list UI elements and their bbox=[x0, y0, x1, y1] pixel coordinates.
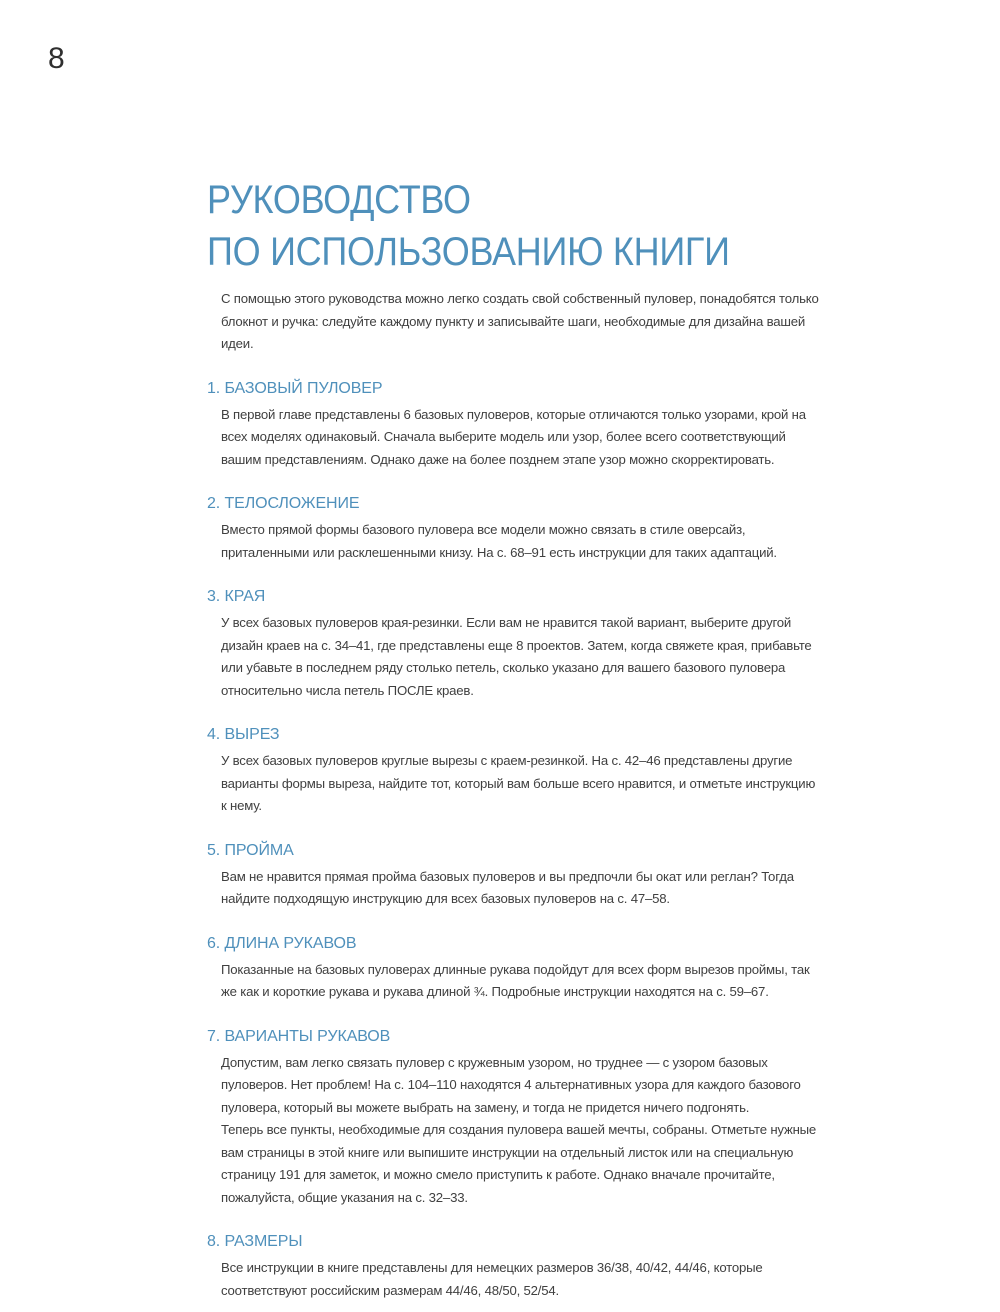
section-edges bbox=[207, 586, 819, 702]
section-armhole bbox=[207, 840, 819, 911]
section-title: 4. ВЫРЕЗ bbox=[207, 726, 280, 743]
section-paragraph: Показанные на базовых пуловерах длинные рукава подойдут для всех форм вырезов проймы, так же как и короткие рукава и рукава длиной ¾. Подробные инструкции находятся на с. 59–67. bbox=[221, 961, 810, 999]
section-body bbox=[221, 959, 819, 1004]
section-title: 1. БАЗОВЫЙ ПУЛОВЕР bbox=[207, 379, 383, 397]
section-paragraph: У всех базовых пуловеров края-резинки. Если вам не нравится такой вариант, выберите другой дизайн краев на с. 34–41, где представлены еще 8 проектов. Затем, когда свяжете края, прибавьте или убавьте в последнем ряду столько петель, сколько указано для вашего базового пуловера относительно числа петель ПОСЛЕ краев. bbox=[221, 615, 812, 698]
section-paragraph: Вам не нравится прямая пройма базовых пуловеров и вы предпочли бы окат или реглан? Тогда найдите подходящую инструкцию для всех базовых пуловеров на с. 47–58. bbox=[221, 868, 794, 906]
main-content bbox=[207, 288, 819, 1302]
section-title: 7. ВАРИАНТЫ РУКАВОВ bbox=[207, 1027, 391, 1045]
section-sleeve-length bbox=[207, 933, 819, 1004]
section-paragraph: Теперь все пункты, необходимые для создания пуловера вашей мечты, собраны. Отметьте нужные вам страницы в этой книге или выпишите инструкции на отдельный листок или на специальную страницу 191 для заметок, и можно смело приступить к работе. Однако вначале прочитайте, пожалуйста, общие указания на с. 32–33. bbox=[221, 1122, 817, 1205]
section-body bbox=[221, 612, 819, 702]
section-paragraph: У всех базовых пуловеров круглые вырезы с краем-резинкой. На с. 42–46 представлены другие варианты формы выреза, найдите тот, который вам больше всего нравится, и отметьте инструкцию к нему. bbox=[221, 753, 816, 813]
section-paragraph: Все инструкции в книге представлены для немецких размеров 36/38, 40/42, 44/46, которые соответствуют российским размерам 44/46, 48/50, 52/54. bbox=[221, 1260, 763, 1298]
page-number: 8 bbox=[48, 42, 65, 75]
section-title: 3. КРАЯ bbox=[207, 588, 266, 605]
section-body-shape bbox=[207, 493, 819, 564]
section-base-pullover bbox=[207, 378, 819, 472]
section-paragraph: Допустим, вам легко связать пуловер с кружевным узором, но труднее — с узором базовых пуловеров. Нет проблем! На с. 104–110 находятся 4 альтернативных узора для каждого базового пуловера, который вы можете выбрать на замену, и тогда не придется ничего подгонять. bbox=[221, 1054, 801, 1115]
page-title-line-2: ПО ИСПОЛЬЗОВАНИЮ КНИГИ bbox=[207, 230, 730, 274]
section-body bbox=[221, 866, 819, 911]
section-title: 2. ТЕЛОСЛОЖЕНИЕ bbox=[207, 495, 360, 512]
section-body bbox=[221, 750, 819, 818]
intro-paragraph: С помощью этого руководства можно легко создать свой собственный пуловер, понадобятся только блокнот и ручка: следуйте каждому пункту и записывайте шаги, необходимые для дизайна вашей идеи. bbox=[221, 291, 819, 351]
section-body bbox=[221, 1052, 819, 1210]
section-title: 6. ДЛИНА РУКАВОВ bbox=[207, 934, 357, 952]
section-body bbox=[221, 519, 819, 564]
section-body bbox=[221, 404, 819, 472]
section-sleeve-variants bbox=[207, 1026, 819, 1210]
section-sizes bbox=[207, 1231, 819, 1302]
section-paragraph: В первой главе представлены 6 базовых пуловеров, которые отличаются только узорами, крой на всех моделях одинаковый. Сначала выберите модель или узор, более всего соответствующий вашим представлениям. Однако даже на более позднем этапе узор можно скорректировать. bbox=[221, 406, 806, 467]
section-paragraph: Вместо прямой формы базового пуловера все модели можно связать в стиле оверсайз, приталенными или расклешенными книзу. На с. 68–91 есть инструкции для таких адаптаций. bbox=[221, 522, 777, 560]
page-title-line-1: РУКОВОДСТВО bbox=[207, 178, 471, 222]
section-neckline bbox=[207, 724, 819, 818]
section-title: 8. РАЗМЕРЫ bbox=[207, 1233, 303, 1250]
section-title: 5. ПРОЙМА bbox=[207, 841, 294, 859]
page-title bbox=[207, 174, 837, 278]
section-body bbox=[221, 1257, 819, 1302]
